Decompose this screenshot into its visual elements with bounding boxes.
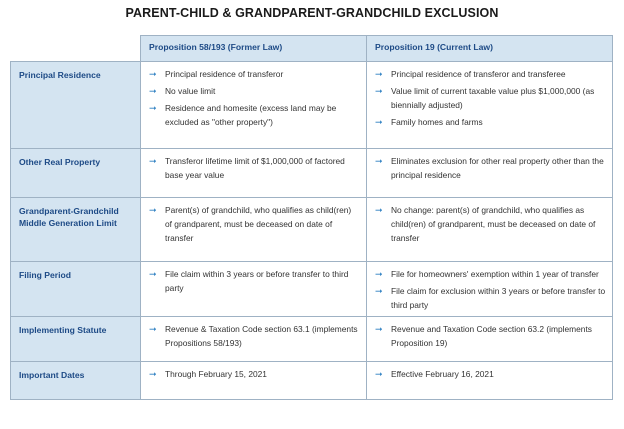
table-row [11, 317, 613, 362]
bullet-text: File claim within 3 years or before transfer to third party [165, 269, 349, 293]
arrow-right-icon: ➞ [149, 69, 157, 79]
cell-former [141, 149, 367, 198]
cell-current [367, 198, 613, 262]
bullet-text: Revenue & Taxation Code section 63.1 (implements Propositions 58/193) [165, 324, 358, 348]
bullet-text: No change: parent(s) of grandchild, who qualifies as child(ren) of grandparent, must be deceased on date of transfer [391, 205, 596, 243]
cell-former [141, 362, 367, 400]
bullet-text: File for homeowners' exemption within 1 year of transfer [391, 269, 599, 279]
arrow-right-icon: ➞ [149, 103, 157, 113]
arrow-right-icon: ➞ [149, 369, 157, 379]
arrow-right-icon: ➞ [375, 156, 383, 166]
comparison-table [10, 35, 613, 400]
bullet-item [375, 367, 606, 381]
arrow-right-icon: ➞ [149, 156, 157, 166]
arrow-right-icon: ➞ [375, 286, 383, 296]
row-label: Important Dates [11, 362, 141, 400]
bullet-item [149, 84, 360, 98]
arrow-right-icon: ➞ [149, 324, 157, 334]
bullet-item [375, 115, 606, 129]
bullet-item [375, 322, 606, 350]
bullet-text: Revenue and Taxation Code section 63.2 (implements Proposition 19) [391, 324, 592, 348]
table-row [11, 149, 613, 198]
bullet-item [149, 322, 360, 350]
table-row [11, 198, 613, 262]
bullet-item [149, 267, 360, 295]
row-label: Filing Period [11, 262, 141, 317]
bullet-text: Principal residence of transferor and transferee [391, 69, 566, 79]
arrow-right-icon: ➞ [375, 369, 383, 379]
bullet-text: Eliminates exclusion for other real property other than the principal residence [391, 156, 604, 180]
cell-former [141, 262, 367, 317]
bullet-item [375, 67, 606, 81]
arrow-right-icon: ➞ [149, 86, 157, 96]
bullet-text: Transferor lifetime limit of $1,000,000 of factored base year value [165, 156, 345, 180]
bullet-item [375, 284, 606, 312]
bullet-text: Principal residence of transferor [165, 69, 284, 79]
bullet-item [375, 154, 606, 182]
column-header-current: Proposition 19 (Current Law) [367, 36, 613, 62]
bullet-item [149, 367, 360, 381]
bullet-text: File claim for exclusion within 3 years or before transfer to third party [391, 286, 606, 310]
row-label: Implementing Statute [11, 317, 141, 362]
bullet-text: Family homes and farms [391, 117, 483, 127]
cell-current [367, 317, 613, 362]
arrow-right-icon: ➞ [375, 324, 383, 334]
bullet-text: Parent(s) of grandchild, who qualifies as child(ren) of grandparent, must be deceased on date of transfer [165, 205, 352, 243]
bullet-item [149, 154, 360, 182]
arrow-right-icon: ➞ [149, 205, 157, 215]
arrow-right-icon: ➞ [375, 117, 383, 127]
cell-former [141, 317, 367, 362]
corner-cell [11, 36, 141, 62]
bullet-text: Effective February 16, 2021 [391, 369, 494, 379]
page-title: PARENT-CHILD & GRANDPARENT-GRANDCHILD EXCLUSION [125, 6, 499, 20]
arrow-right-icon: ➞ [149, 269, 157, 279]
arrow-right-icon: ➞ [375, 269, 383, 279]
cell-current [367, 362, 613, 400]
bullet-item [149, 203, 360, 245]
table-row [11, 62, 613, 149]
cell-current [367, 149, 613, 198]
bullet-item [149, 101, 360, 129]
cell-current [367, 62, 613, 149]
bullet-text: Through February 15, 2021 [165, 369, 267, 379]
cell-former [141, 198, 367, 262]
bullet-text: Value limit of current taxable value plus $1,000,000 (as biennially adjusted) [391, 86, 595, 110]
arrow-right-icon: ➞ [375, 205, 383, 215]
bullet-text: Residence and homesite (excess land may be excluded as "other property") [165, 103, 337, 127]
row-label: Other Real Property [11, 149, 141, 198]
cell-former [141, 62, 367, 149]
bullet-item [375, 267, 606, 281]
arrow-right-icon: ➞ [375, 86, 383, 96]
row-label: Principal Residence [11, 62, 141, 149]
table-row [11, 362, 613, 400]
table-header-row [11, 36, 613, 62]
column-header-former: Proposition 58/193 (Former Law) [141, 36, 367, 62]
cell-current [367, 262, 613, 317]
row-label: Grandparent-Grandchild Middle Generation Limit [11, 198, 141, 262]
bullet-item [149, 67, 360, 81]
arrow-right-icon: ➞ [375, 69, 383, 79]
bullet-item [375, 203, 606, 245]
bullet-text: No value limit [165, 86, 216, 96]
bullet-item [375, 84, 606, 112]
table-row [11, 262, 613, 317]
